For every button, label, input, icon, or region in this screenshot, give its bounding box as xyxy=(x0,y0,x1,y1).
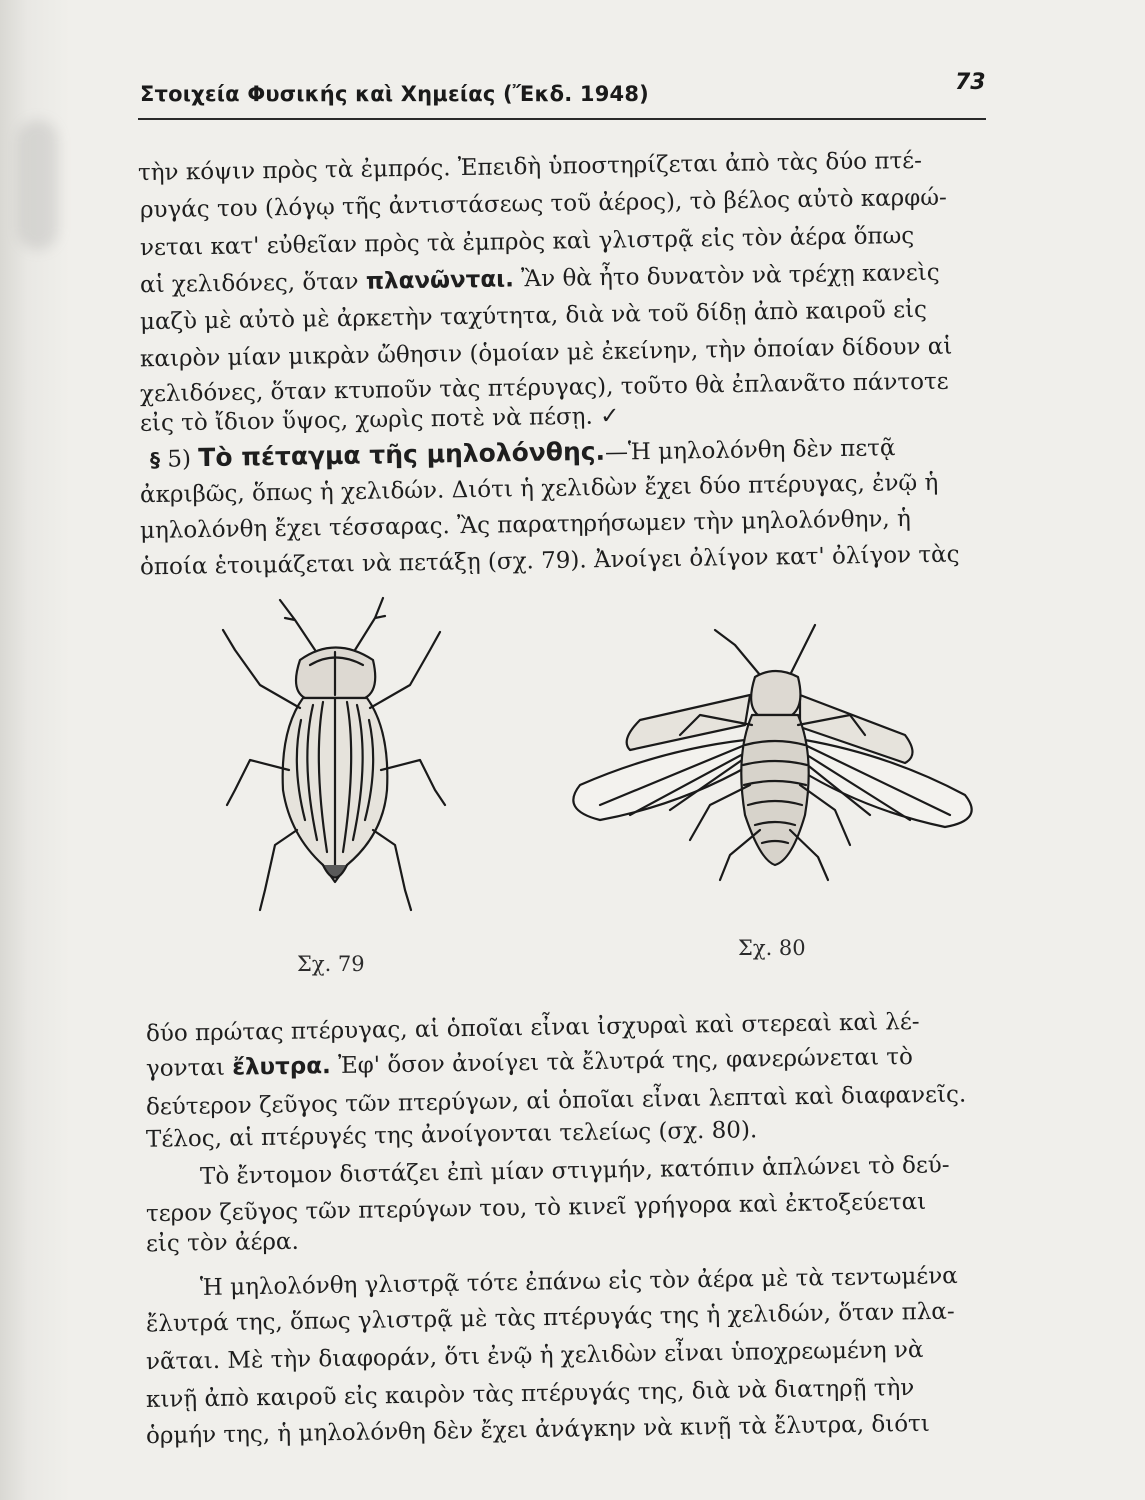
text-line: δύο πρώτας πτέρυγας, αἱ ὁποῖαι εἶναι ἰσχυραὶ καὶ στερεαὶ καὶ λέ- xyxy=(145,1008,920,1048)
text-line xyxy=(140,401,620,439)
figure-79-caption: Σχ. 79 xyxy=(297,952,365,976)
text-line: Τέλος, αἱ πτέρυγές της ἀνοίγονται τελείως (σχ. 80). xyxy=(145,1117,758,1153)
scan-smudge xyxy=(18,120,58,250)
text-line: ὁρμήν της, ἡ μηλολόνθη δὲν ἔχει ἀνάγκην νὰ κινῇ τὰ ἔλυτρα, διότι xyxy=(145,1410,930,1450)
emphasis-term: ἔλυτρα. xyxy=(232,1053,331,1081)
text-fragment: εἰς τὸ ἴδιον ὕψος, χωρὶς ποτὲ νὰ πέσῃ. xyxy=(139,403,593,437)
text-line: Τὸ ἔντομον διστάζει ἐπὶ μίαν στιγμήν, κατόπιν ἁπλώνει τὸ δεύ- xyxy=(199,1152,950,1190)
figure-79-beetle-closed xyxy=(205,590,465,920)
text-line: χελιδόνες, ὅταν κτυποῦν τὰς πτέρυγας), τοῦτο θὰ ἐπλανᾶτο πάντοτε xyxy=(139,368,949,408)
text-line: καιρὸν μίαν μικρὰν ὤθησιν (ὁμοίαν μὲ ἐκείνην, τὴν ὁποίαν δίδουν αἱ xyxy=(139,333,953,373)
section-heading-line xyxy=(150,432,896,475)
text-line: ἔλυτρά της, ὅπως γλιστρᾷ μὲ τὰς πτέρυγάς της ἡ χελιδών, ὅταν πλα- xyxy=(145,1298,955,1338)
text-line-with-emphasis xyxy=(140,258,940,301)
text-line: μαζὺ μὲ αὐτὸ μὲ ἀρκετὴν ταχύτητα, διὰ νὰ τοῦ δίδῃ ἀπὸ καιροῦ εἰς xyxy=(139,296,928,336)
text-line: νᾶται. Μὲ τὴν διαφοράν, ὅτι ἐνῷ ἡ χελιδὼν εἶναι ὑποχρεωμένη νὰ xyxy=(145,1336,924,1376)
text-line: Ἡ μηλολόνθη γλιστρᾷ τότε ἐπάνω εἰς τὸν ἀέρα μὲ τὰ τεντωμένα xyxy=(199,1263,958,1301)
text-line: νεται κατ' εὐθεῖαν πρὸς τὰ ἐμπρὸς καὶ γλιστρᾷ εἰς τὸν ἀέρα ὅπως xyxy=(139,222,915,262)
header-rule xyxy=(138,118,986,120)
text-fragment: Ἂν θὰ ἦτο δυνατὸν νὰ τρέχῃ κανεὶς xyxy=(513,259,940,293)
figure-80-caption: Σχ. 80 xyxy=(738,936,806,960)
text-line: τερον ζεῦγος τῶν πτερύγων του, τὸ κινεῖ γρήγορα καὶ ἐκτοξεύεται xyxy=(145,1188,927,1228)
running-header-title: Στοιχεία Φυσικής καὶ Χημείας (Ἔκδ. 1948) xyxy=(140,82,649,106)
text-line: τὴν κόψιν πρὸς τὰ ἐμπρός. Ἐπειδὴ ὑποστηρίζεται ἀπὸ τὰς δύο πτέ- xyxy=(137,147,923,187)
text-line: ρυγάς του (λόγῳ τῆς ἀντιστάσεως τοῦ ἀέρος), τὸ βέλος αὐτὸ καρφώ- xyxy=(139,184,947,224)
text-fragment: —Ἡ μηλολόνθη δὲν πετᾷ xyxy=(604,435,896,466)
text-line: ὁποία ἑτοιμάζεται νὰ πετάξῃ (σχ. 79). Ἀνοίγει ὀλίγον κατ' ὀλίγον τὰς xyxy=(139,541,960,581)
section-number: 5) xyxy=(167,446,192,473)
text-line: εἰς τὸν ἀέρα. xyxy=(145,1228,300,1258)
text-line: δεύτερον ζεῦγος τῶν πτερύγων, αἱ ὁποῖαι εἶναι λεπταὶ καὶ διαφανεῖς. xyxy=(145,1081,967,1121)
check-mark-icon: ✓ xyxy=(599,403,620,430)
emphasis-term: πλανῶνται. xyxy=(365,266,515,295)
page-number: 73 xyxy=(955,70,986,95)
text-line: μηλολόνθη ἔχει τέσσαρας. Ἂς παρατηρήσωμεν τὴν μηλολόνθην, ἡ xyxy=(139,505,911,545)
figure-80-beetle-flying xyxy=(560,615,1000,885)
text-line-with-emphasis xyxy=(146,1042,913,1084)
text-line: ἀκριβῶς, ὅπως ἡ χελιδών. Διότι ἡ χελιδὼν ἔχει δύο πτέρυγας, ἐνῷ ἡ xyxy=(139,469,939,509)
text-line: κινῇ ἀπὸ καιροῦ εἰς καιρὸν τὰς πτέρυγάς της, διὰ νὰ διατηρῇ τὴν xyxy=(145,1374,915,1414)
text-fragment: Ἐφ' ὅσον ἀνοίγει τὰ ἔλυτρά της, φανερώνεται τὸ xyxy=(330,1043,914,1080)
text-fragment: αἱ χελιδόνες, ὅταν xyxy=(139,268,367,299)
text-fragment: γονται xyxy=(145,1054,233,1083)
section-title: Τὸ πέταγμα τῆς μηλολόνθης. xyxy=(198,436,606,473)
margin-mark-icon: § xyxy=(149,447,161,472)
